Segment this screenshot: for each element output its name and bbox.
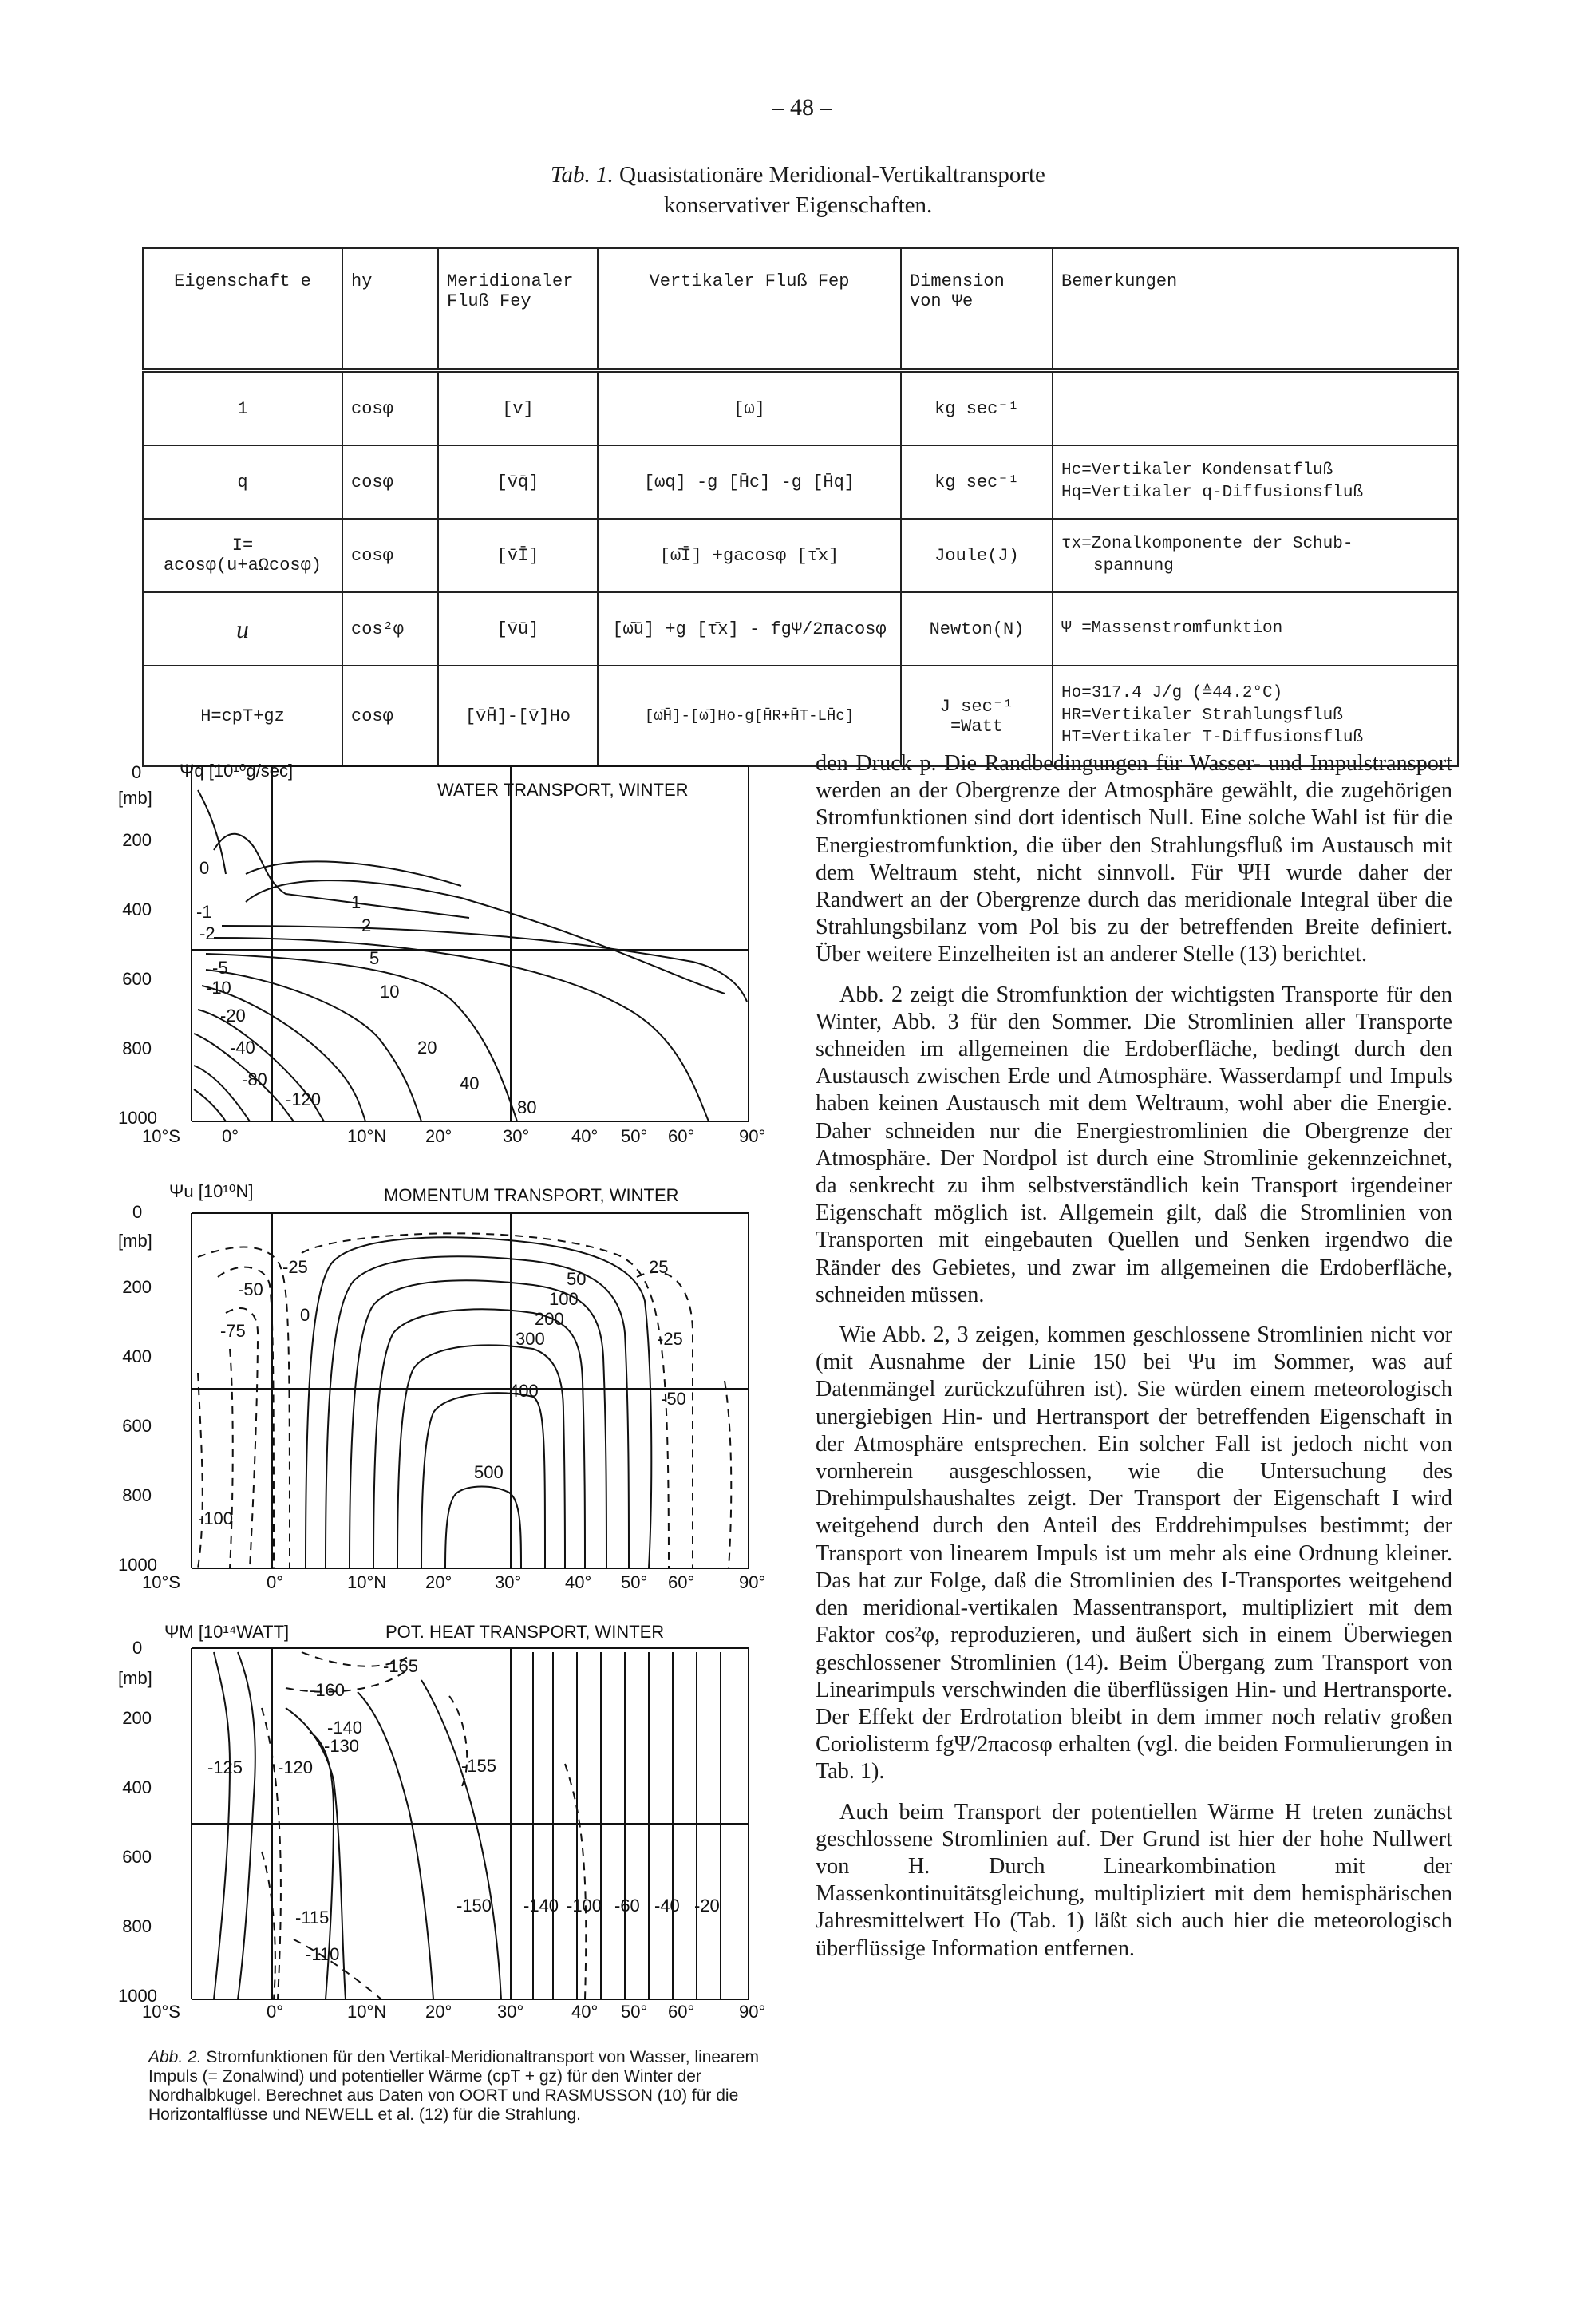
fig2-contour-label: 400 (509, 1381, 539, 1401)
fig3-contour-label: -160 (310, 1680, 346, 1700)
col-header: hy (342, 248, 438, 370)
cell-dimension: Newton(N) (901, 592, 1053, 666)
fig2-ytick: 800 (122, 1485, 152, 1505)
table-caption-line1: Quasistationäre Meridional-Vertikaltransporte (619, 162, 1045, 188)
fig2-contour-label: 200 (535, 1309, 564, 1329)
fig2-xtick: 90° (739, 1572, 766, 1592)
remark-line: Ho=317.4 J/g (≙44.2°C) (1061, 684, 1283, 702)
fig2-xtick: 60° (668, 1572, 695, 1592)
fig2-contour-label: 100 (549, 1289, 579, 1309)
cell-hy: cosφ (342, 666, 438, 766)
cell-vertical: [ωq] -g [H̄c] -g [H̄q] (598, 445, 901, 519)
fig3-xtick: 10°S (142, 2002, 180, 2019)
fig2-xtick: 10°S (142, 1572, 180, 1592)
figure-caption-label: Abb. 2. (148, 2048, 202, 2066)
fig2-xtick: 20° (425, 1572, 452, 1592)
fig1-contour-label: -2 (200, 923, 215, 943)
fig3-contour-label: -150 (456, 1896, 492, 1916)
fig3-xtick: 30° (497, 2002, 524, 2019)
cell-dimension: kg sec⁻¹ (901, 445, 1053, 519)
fig1-yaxis-label: [mb] (118, 788, 152, 808)
fig2-ytick: 1000 (118, 1555, 157, 1575)
body-paragraph: den Druck p. Die Randbedingungen für Wasser- und Impulstransport werden an der Obergrenze der Atmosphäre gewählt, die zugehörigen Stromfunktionen sind dort identisch Null. Eine solche Wahl ist für die Energiestromfunktion, die über den Strahlungsfluß im Austausch mit dem Weltraum steht, nicht sinnvoll. Für ΨH wurde daher der Randwert an der Obergrenze durch das meridionale Integral über die Strahlungsbilanz vom Pol bis zu der betreffenden Breite definiert. Über weitere Einzelheiten ist an anderer Stelle (13) berichtet. (816, 751, 1452, 967)
fig1-xtick: 40° (571, 1126, 598, 1146)
cell-remarks: Ψ =Massenstromfunktion (1053, 592, 1458, 666)
cell-dimension: J sec⁻¹ =Watt (901, 666, 1053, 766)
fig1-contour-label: -1 (196, 902, 212, 922)
fig1-ytick: 600 (122, 969, 152, 989)
fig3-contour-label: -125 (207, 1757, 243, 1777)
fig1-contour-label: 40 (460, 1073, 480, 1093)
col-header: Bemerkungen (1053, 248, 1458, 370)
body-paragraph: Wie Abb. 2, 3 zeigen, kommen geschlossene Stromlinien nicht vor (mit Ausnahme der Linie 150 bei Ψu im Sommer, was auf Datenmängel zurückzuführen ist). Sie würden einem meteorologisch unergiebigen Hin- und Hertransport der betreffenden Eigenschaft in der Atmosphäre entsprechen. Ein solcher Fall ist jedoch nicht von vornherein ausgeschlossen, wie die Untersuchung des Drehimpulshaushaltes zeigt. Der Transport der Eigenschaft I wird weitgehend durch den Anteil des Erddrehimpulses bestimmt; der Transport von linearem Impuls ist um mehr als eine Ordnung kleiner. Das hat zur Folge, daß die Stromlinien des I-Transportes weitgehend den meridional-vertikalen Massentransport, multipliziert mit dem Faktor cos²φ, reproduzieren, und äußert sich in einem Überwiegen geschlossener Stromlinien (14). Beim Übergang zum Transport von Linearimpuls verschwinden die überflüssigen Hin- und Hertransporte. Der Effekt der Erdrotation bleibt in dem immer noch relativ großen Coriolisterm fgΨ/2πacosφ erhalten (vgl. die beiden Formulierungen in Tab. 1). (816, 1323, 1452, 1785)
fig3-xtick: 20° (425, 2002, 452, 2019)
fig3-xtick: 60° (668, 2002, 695, 2019)
fig3-xtick: 40° (571, 2002, 598, 2019)
fig2-xtick: 10°N (347, 1572, 387, 1592)
fig2-contour-label: 0 (300, 1305, 310, 1325)
table-row (143, 370, 1458, 445)
fig3-contour-label: -120 (278, 1757, 314, 1777)
fig2-ytick: 200 (122, 1277, 152, 1297)
fig2-contour-label: -50 (661, 1389, 686, 1409)
fig2-ytick: 400 (122, 1346, 152, 1366)
table-caption-label: Tab. 1. (551, 162, 614, 188)
fig1-xtick: 30° (503, 1126, 530, 1146)
remark-line: HR=Vertikaler Strahlungsfluß (1061, 706, 1343, 725)
fig1-ytick: 400 (122, 899, 152, 919)
fig1-xtick: 60° (668, 1126, 695, 1146)
fig1-ytick: 800 (122, 1038, 152, 1058)
fig3-xtick: 90° (739, 2002, 766, 2019)
fig3-ytick: 400 (122, 1777, 152, 1797)
fig2-contour-label: 500 (474, 1462, 504, 1482)
fig1-xtick: 10°N (347, 1126, 387, 1146)
fig1-contour-label: -5 (212, 958, 228, 978)
fig3-xtick: 0° (267, 2002, 284, 2019)
cell-remarks (1053, 445, 1458, 519)
fig3-unit-label: ΨM [10¹⁴WATT] (164, 1622, 290, 1642)
fig3-yaxis-label: [mb] (118, 1668, 152, 1688)
fig3-contour-label: -155 (461, 1756, 497, 1776)
fig2-ytick: 0 (132, 1202, 143, 1222)
water-transport-figure (118, 754, 780, 1157)
fig1-contour-label: 0 (200, 858, 210, 878)
col-header: Meridionaler Fluß Fey (438, 248, 598, 370)
fig2-contour-label: -50 (238, 1279, 263, 1299)
fig2-contour-label: 300 (516, 1329, 545, 1349)
fig1-contour-label: 2 (361, 915, 372, 935)
table-header-row (143, 248, 1458, 370)
fig1-xtick: 90° (739, 1126, 766, 1146)
table-caption-line2: konservativer Eigenschaften. (663, 192, 933, 218)
fig3-contour-label: -140 (327, 1718, 363, 1738)
cell-remarks (1053, 519, 1458, 592)
cell-meridional: [v̄H̄]-[v̄]Ho (438, 666, 598, 766)
table-row (143, 592, 1458, 666)
cell-meridional: [v̄ū] (438, 592, 598, 666)
body-paragraph: Auch beim Transport der potentiellen Wärme H treten zunächst geschlossene Stromlinien auf. Der Grund ist hier der hohe Nullwert von H. Durch Linearkombination mit der Massenkontinuitätsgleichung, multipliziert mit dem hemisphärischen Jahresmittelwert Ho (Tab. 1) läßt sich auch hier die meteorologisch überflüssige Information entfernen. (816, 1799, 1452, 1961)
table-row (143, 519, 1458, 592)
fig3-contour-label: -130 (324, 1736, 360, 1756)
fig1-title: WATER TRANSPORT, WINTER (437, 780, 689, 800)
fig3-title: POT. HEAT TRANSPORT, WINTER (385, 1622, 665, 1642)
fig3-ytick: 600 (122, 1847, 152, 1867)
momentum-transport-figure (118, 1173, 780, 1596)
fig1-ytick: 1000 (118, 1108, 157, 1128)
fig2-contour-label: 25 (649, 1257, 669, 1277)
fig2-xtick: 30° (495, 1572, 522, 1592)
remark-line: spannung (1093, 557, 1174, 575)
col-header: Vertikaler Fluß Fep (598, 248, 901, 370)
remark-line: Hq=Vertikaler q-Diffusionsfluß (1061, 484, 1364, 502)
remark-line: Hc=Vertikaler Kondensatfluß (1061, 461, 1333, 480)
figure-caption (148, 2048, 779, 2125)
fig3-contour-label: -140 (523, 1896, 559, 1916)
cell-meridional: [v̄q̄] (438, 445, 598, 519)
cell-eigenschaft: H=cpT+gz (143, 666, 342, 766)
body-text-column (816, 750, 1452, 1975)
fig1-xtick: 0° (222, 1126, 239, 1146)
fig2-xtick: 0° (267, 1572, 284, 1592)
cell-hy: cosφ (342, 445, 438, 519)
fig1-contour-label: 5 (369, 948, 380, 968)
fig1-contour-label: -40 (230, 1038, 255, 1058)
fig2-contour-label: -75 (220, 1321, 246, 1341)
fig1-contour-label: 10 (380, 982, 400, 1002)
fig2-xtick: 50° (621, 1572, 648, 1592)
fig2-contour-label: -25 (282, 1257, 308, 1277)
fig2-contour-label: -100 (198, 1508, 234, 1528)
fig1-contour-label: -80 (242, 1069, 267, 1089)
fig3-contour-label: -115 (295, 1908, 330, 1927)
fig1-contour-label: -20 (220, 1006, 246, 1026)
cell-eigenschaft: 1 (143, 370, 342, 445)
cell-vertical: [ω̄Ī] +gacosφ [τ̄x] (598, 519, 901, 592)
fig3-contour-label: -110 (306, 1944, 340, 1964)
fig3-contour-label: -165 (383, 1656, 419, 1676)
fig2-xtick: 40° (565, 1572, 592, 1592)
fig1-contour-label: -10 (206, 978, 231, 998)
cell-hy: cos²φ (342, 592, 438, 666)
fig1-ytick: 0 (132, 762, 142, 782)
table-caption (319, 160, 1277, 220)
cell-dimension: Joule(J) (901, 519, 1053, 592)
fig3-ytick: 200 (122, 1708, 152, 1728)
fig2-yaxis-label: [mb] (118, 1231, 152, 1251)
fig1-ytick: 200 (122, 830, 152, 850)
remark-line: τx=Zonalkomponente der Schub- (1061, 535, 1353, 553)
fig2-contour-label: 50 (567, 1269, 587, 1289)
fig3-contour-label: -100 (567, 1896, 602, 1916)
fig2-title: MOMENTUM TRANSPORT, WINTER (384, 1185, 679, 1205)
fig1-contour-label: -120 (286, 1089, 322, 1109)
fig1-contour-label: 80 (517, 1097, 537, 1117)
fig1-unit-label: Ψq [10¹⁰g/sec] (180, 761, 294, 781)
cell-hy: cosφ (342, 519, 438, 592)
fig3-ytick: 0 (132, 1638, 143, 1658)
cell-hy: cosφ (342, 370, 438, 445)
col-header: Dimension von Ψe (901, 248, 1053, 370)
fig3-xtick: 50° (621, 2002, 648, 2019)
transport-table (142, 247, 1459, 747)
cell-dimension: kg sec⁻¹ (901, 370, 1053, 445)
table-row (143, 445, 1458, 519)
fig1-xtick: 10°S (142, 1126, 180, 1146)
cell-remarks (1053, 370, 1458, 445)
cell-eigenschaft: q (143, 445, 342, 519)
fig3-ytick: 800 (122, 1916, 152, 1936)
pot-heat-transport-figure (118, 1604, 780, 2019)
cell-vertical: [ω̄H̄]-[ω̄]Ho-g[H̄R+H̄T-LH̄c] (598, 666, 901, 766)
fig3-ytick: 1000 (118, 1986, 157, 2006)
cell-meridional: [v̄Ī] (438, 519, 598, 592)
fig2-contour-label: -25 (658, 1329, 683, 1349)
fig2-unit-label: Ψu [10¹⁰N] (169, 1181, 254, 1201)
fig1-xtick: 20° (425, 1126, 452, 1146)
cell-eigenschaft: u (143, 592, 342, 666)
cell-vertical: [ω̄ū] +g [τ̄x] - fgΨ/2πacosφ (598, 592, 901, 666)
fig3-contour-label: -60 (614, 1896, 640, 1916)
page-number: – 48 – (772, 94, 832, 121)
fig3-contour-label: -40 (654, 1896, 680, 1916)
fig2-ytick: 600 (122, 1416, 152, 1436)
fig3-contour-label: -20 (694, 1896, 720, 1916)
cell-vertical: [ω] (598, 370, 901, 445)
col-header: Eigenschaft e (143, 248, 342, 370)
cell-meridional: [v] (438, 370, 598, 445)
fig1-xtick: 50° (621, 1126, 648, 1146)
body-paragraph: Abb. 2 zeigt die Stromfunktion der wichtigsten Transporte für den Winter, Abb. 3 für den Sommer. Die Stromlinien aller Transporte schneiden im allgemeinen die Erdoberfläche, bedingt durch den Austausch zwischen Erde und Atmosphäre. Wasserdampf und Impuls haben keinen Austausch mit dem Weltraum, wohl aber die Energie. Daher schneiden nur die Energiestromlinien die Obergrenze der Atmosphäre. Der Nordpol ist durch eine Stromlinie gekennzeichnet, da senkrecht zu ihm selbstverständlich kein Transport irgendeiner Eigenschaft möglich ist. Allgemein gilt, daß die Stromlinien von Transporten mit eingebauten Quellen und Senken irgendwo die Ränder des Gebietes, und zwar im allgemeinen die Erdoberfläche, schneiden müssen. (816, 982, 1452, 1307)
figure-caption-text: Stromfunktionen für den Vertikal-Meridionaltransport von Wasser, linearem Impuls (= Zonalwind) und potentieller Wärme (cpT + gz) für den Winter der Nordhalbkugel. Berechnet aus Daten von OORT und RASMUSSON (10) für die Horizontalflüsse und NEWELL et al. (12) für die Strahlung. (148, 2048, 759, 2124)
remark-line: HT=Vertikaler T-Diffusionsfluß (1061, 729, 1364, 747)
cell-eigenschaft: I= acosφ(u+aΩcosφ) (143, 519, 342, 592)
fig1-contour-label: 1 (351, 892, 361, 912)
fig1-contour-label: 20 (417, 1038, 437, 1058)
fig3-xtick: 10°N (347, 2002, 387, 2019)
